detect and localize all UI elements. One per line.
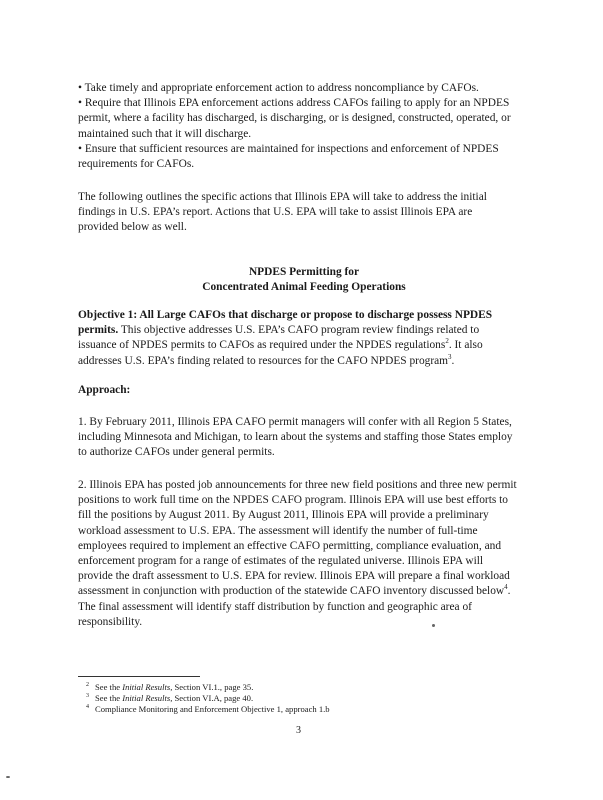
intro-line-1: The following outlines the specific actions that Illinois EPA will take to address the initial	[78, 191, 487, 203]
page-number: 3	[296, 725, 301, 736]
approach-step-1	[78, 415, 530, 461]
step-2-line-5: employees required to implement an effective CAFO permitting, compliance evaluation, and	[78, 539, 502, 552]
objective-title-end: permits.	[78, 324, 119, 337]
step-2-line-2: positions to work full time on the NPDES CAFO program. Illinois EPA will use best efforts to	[78, 494, 508, 507]
step-2-line-8	[78, 584, 530, 599]
bullet-3-line-2: requirements for CAFOs.	[78, 158, 195, 171]
footnote-ref-2: 2	[445, 337, 449, 346]
objective-line-3	[78, 338, 530, 353]
step-1-line-3: to authorize CAFOs under general permits.	[78, 446, 275, 459]
bullet-list	[78, 81, 530, 172]
bullet-3-line-1: • Ensure that sufficient resources are maintained for inspections and enforcement of NPDES	[78, 142, 499, 155]
footnote-4-number: 4	[86, 704, 89, 711]
objective-line-2-text: This objective addresses U.S. EPA’s CAFO program review findings related to	[118, 324, 480, 337]
objective-paragraph	[78, 308, 530, 369]
scan-speck	[6, 776, 10, 778]
footnote-divider	[78, 676, 200, 677]
footnote-2-text: See the	[95, 682, 123, 692]
footnote-ref-3: 3	[448, 352, 452, 361]
step-2-line-3: fill the positions by August 2011. By August 2011, Illinois EPA will provide a preliminary	[78, 509, 489, 522]
objective-line-3-tail: . It also	[448, 339, 483, 352]
section-heading	[78, 265, 530, 295]
step-2-line-1: 2. Illinois EPA has posted job announcements for three new field positions and three new permit	[78, 479, 517, 491]
step-1-line-2: including Minnesota and Michigan, to learn about the systems and staffing those States employ	[78, 431, 513, 444]
footnote-3	[86, 693, 253, 704]
step-2-line-8-tail: .	[507, 585, 511, 598]
footnote-3-ref: , Section VI.A, page 40.	[170, 693, 254, 703]
scan-speck	[432, 624, 435, 627]
bullet-2-line-2: permit, where a facility has discharged, is discharging, or is designed, constructed, operated, or	[78, 112, 511, 125]
section-heading-line-2: Concentrated Animal Feeding Operations	[202, 281, 406, 294]
footnote-2-number: 2	[86, 682, 89, 689]
bullet-1-line-1: • Take timely and appropriate enforcement action to address noncompliance by CAFOs.	[78, 82, 479, 94]
objective-line-3-text: issuance of NPDES permits to CAFOs as required under the NPDES regulations	[78, 339, 446, 352]
objective-line-2	[78, 323, 530, 338]
footnote-2-title: Initial Results	[122, 682, 171, 692]
step-2-line-10: responsibility.	[78, 615, 143, 628]
intro-line-2: findings in U.S. EPA’s report. Actions that U.S. EPA will take to assist Illinois EPA are	[78, 206, 473, 219]
step-2-line-9: The final assessment will identify staff distribution by function and geographic area of	[78, 600, 472, 613]
footnote-ref-4: 4	[504, 583, 508, 592]
footnote-2-ref: , Section VI.1., page 35.	[170, 682, 254, 692]
objective-title: Objective 1: All Large CAFOs that discharge or propose to discharge possess NPDES	[78, 309, 493, 321]
footnote-3-text: See the	[95, 693, 123, 703]
step-1-line-1: 1. By February 2011, Illinois EPA CAFO permit managers will confer with all Region 5 States,	[78, 416, 512, 428]
objective-line-4	[78, 354, 530, 369]
intro-paragraph	[78, 190, 530, 236]
step-2-line-8-text: assessment in conjunction with production of the statewide CAFO inventory discussed below	[78, 585, 505, 598]
objective-line-4-text: addresses U.S. EPA’s finding related to resources for the CAFO NPDES program	[78, 354, 449, 367]
step-2-line-6: enforcement program for a range of estimates of the regulated universe. Illinois EPA will	[78, 555, 484, 568]
footnote-4	[86, 704, 330, 715]
footnote-4-text: Compliance Monitoring and Enforcement Objective 1, approach 1.b	[95, 704, 330, 714]
step-2-line-7: provide the draft assessment to U.S. EPA for review. Illinois EPA will prepare a final workload	[78, 570, 510, 583]
footnote-2	[86, 682, 253, 693]
bullet-2-line-1: • Require that Illinois EPA enforcement actions address CAFOs failing to apply for an NPDES	[78, 97, 510, 110]
bullet-2-line-3: maintained such that it will discharge.	[78, 127, 252, 140]
footnote-3-number: 3	[86, 693, 89, 700]
intro-line-3: provided below as well.	[78, 221, 187, 234]
objective-line-4-tail: .	[451, 354, 455, 367]
footnote-3-title: Initial Results	[122, 693, 171, 703]
section-heading-line-1: NPDES Permitting for	[248, 266, 360, 278]
step-2-line-4: workload assessment to U.S. EPA. The assessment will identify the number of full-time	[78, 524, 478, 537]
approach-heading: Approach:	[78, 384, 131, 396]
approach-step-2	[78, 478, 530, 630]
